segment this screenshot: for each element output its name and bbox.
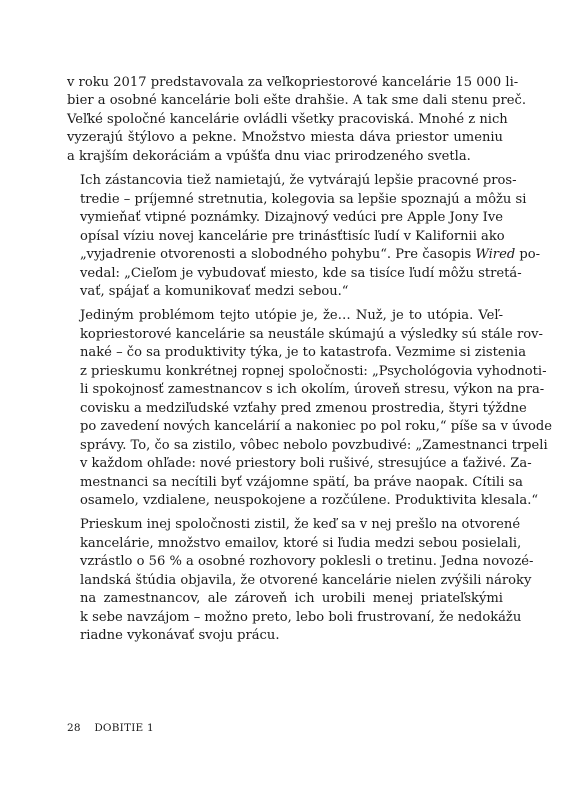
text-line: Prieskum inej spoločnosti zistil, že keď sa v nej prešlo na otvorené [80, 517, 521, 533]
body-text [67, 74, 553, 646]
text-line: vyzerajú štýlovo a pekne. Množstvo miesta dáva priestor umeniu [67, 130, 503, 146]
text-line: k sebe navzájom – možno preto, lebo boli frustrovaní, že nedokážu [80, 609, 522, 625]
text-line: opísal víziu novej kancelárie pre trinásťtisíc ľudí v Kalifornii ako [80, 228, 505, 244]
text-line: v roku 2017 predstavovala za veľkopriestorové kancelárie 15 000 li- [67, 75, 519, 90]
paragraph-4 [67, 516, 534, 645]
text-line: kopriestorové kancelárie sa neustále skúmajú a výsledky sú stále rov- [80, 326, 543, 342]
text-line: covisku a medziľudské vzťahy pred zmenou prostredia, štyri týždne [80, 400, 527, 416]
text-line: „vyjadrenie otvorenosti a slobodného pohybu“. Pre časopis Wired po- [80, 247, 541, 263]
text-line: naké – čo sa produktivity týka, je to katastrofa. Vezmime si zistenia [80, 345, 527, 361]
text-line: vymieňať vtipné poznámky. Dizajnový vedúci pre Apple Jony Ive [80, 210, 503, 226]
text-line: mestnanci sa necítili byť vzájomne spätí, ba práve naopak. Cítili sa [80, 474, 523, 490]
text-line: na zamestnancov, ale zároveň ich urobili menej priateľskými [80, 591, 503, 607]
running-title: DOBITIE 1 [94, 722, 154, 734]
text-line: v každom ohľade: nové priestory boli rušivé, stresujúce a ťaživé. Za- [80, 456, 532, 472]
paragraph-1 [67, 74, 527, 166]
paragraph-2 [67, 172, 541, 301]
text-line: vzrástlo o 56 % a osobné rozhovory poklesli o tretinu. Jedna novozé- [80, 554, 534, 570]
text-line: Ich zástancovia tiež namietajú, že vytvárajú lepšie pracovné pros- [80, 173, 517, 189]
paragraph-3 [67, 307, 553, 510]
text-line: tredie – príjemné stretnutia, kolegovia sa lepšie spoznajú a môžu si [80, 191, 527, 207]
page-footer [67, 722, 154, 734]
text-line: z prieskumu konkrétnej ropnej spoločnosti: „Psychológovia vyhodnoti- [80, 363, 547, 379]
text-line: kancelárie, množstvo emailov, ktoré si ľudia medzi sebou posielali, [80, 535, 522, 551]
text-line: landská štúdia objavila, že otvorené kancelárie nielen zvýšili nároky [80, 572, 532, 588]
text-line: po zavedení nových kancelárií a nakoniec po pol roku,“ píše sa v úvode [80, 419, 553, 435]
text-line: Veľké spoločné kancelárie ovládli všetky pracoviská. Mnohé z nich [67, 111, 508, 127]
text-line: Jediným problémom tejto utópie je, že… Nuž, je to utópia. Veľ- [80, 308, 503, 324]
text-line: a krajším dekoráciám a vpúšťa dnu viac prirodzeného svetla. [67, 148, 471, 164]
text-line: správy. To, čo sa zistilo, vôbec nebolo povzbudivé: „Zamestnanci trpeli [80, 437, 548, 453]
text-line: osamelo, vzdialene, neuspokojene a rozčúlene. Produktivita klesala.“ [80, 492, 539, 508]
text-line: li spokojnosť zamestnancov s ich okolím, úroveň stresu, výkon na pra- [80, 382, 545, 398]
text-line: riadne vykonávať svoju prácu. [80, 628, 280, 644]
text-line: vať, spájať a komunikovať medzi sebou.“ [80, 283, 349, 299]
text-line: vedal: „Cieľom je vybudovať miesto, kde sa tisíce ľudí môžu stretá- [80, 265, 522, 281]
magazine-name: Wired [475, 247, 516, 263]
page-number: 28 [67, 722, 81, 734]
text-line: bier a osobné kancelárie boli ešte drahšie. A tak sme dali stenu preč. [67, 93, 527, 109]
